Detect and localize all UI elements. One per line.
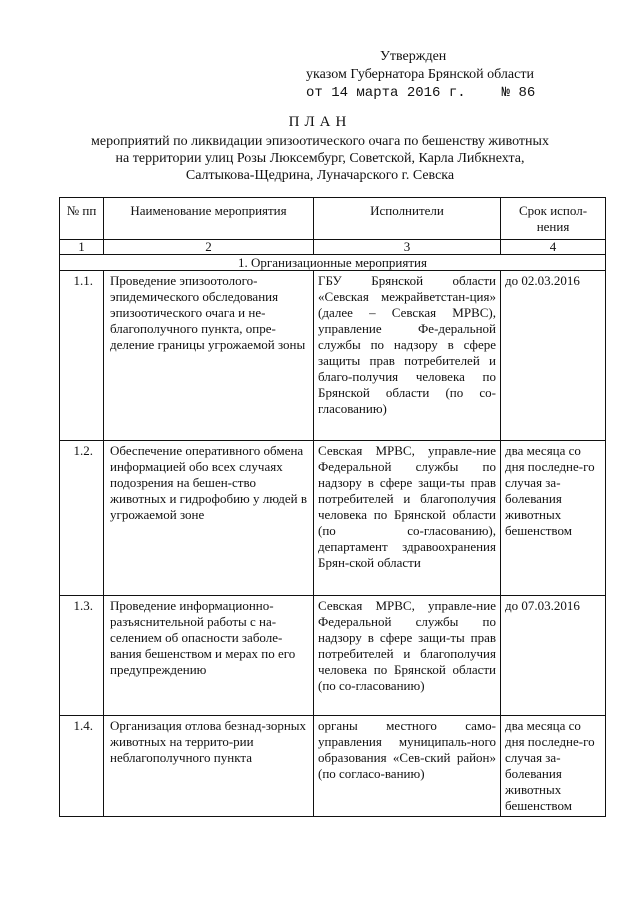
table-row (60, 271, 606, 441)
row-number: 1.4. (60, 716, 104, 817)
approval-number: № 86 (501, 85, 536, 101)
row-executors: Севская МРВС, управле-ние Федеральной службы по надзору в сфере защи-ты прав потребителей и благополучия человека по Брянской области (по со-гласованию) (314, 596, 501, 716)
row-executors: Севская МРВС, управле-ние Федеральной службы по надзору в сфере защи-ты прав потребителей и благополучия человека по Брянской области (по со-гласованию), департамент здравоохранения Брян-ской области (314, 441, 501, 596)
column-number: 4 (501, 240, 606, 255)
table-row (60, 596, 606, 716)
header-name: Наименование мероприятия (104, 198, 314, 240)
column-number: 2 (104, 240, 314, 255)
header-executors: Исполнители (314, 198, 501, 240)
header-number: № пп (60, 198, 104, 240)
row-deadline: до 02.03.2016 (501, 271, 606, 441)
approval-block (306, 48, 626, 102)
row-measure: Организация отлова безнад-зорных животных на террито-рии неблагополучного пункта (104, 716, 314, 817)
table-row (60, 441, 606, 596)
row-measure: Проведение информационно-разъяснительной работы с на-селением об опасности заболе-вания бешенством и мерах по его предупреждению (104, 596, 314, 716)
measures-table (59, 197, 606, 817)
column-number: 1 (60, 240, 104, 255)
approval-authority: указом Губернатора Брянской области (306, 67, 534, 82)
row-measure: Обеспечение оперативного обмена информацией обо всех случаях подозрения на бешен-ство животных и гидрофобию у людей в угрожаемой зоне (104, 441, 314, 596)
column-number-row (60, 240, 606, 255)
table-row (60, 716, 606, 817)
row-measure: Проведение эпизоотолого-эпидемического обследования эпизоотического очага и не-благополучного пункта, опре-деление границы угрожаемой зоны (104, 271, 314, 441)
header-deadline: Срок испол-нения (501, 198, 606, 240)
subtitle-line: Салтыкова-Щедрина, Луначарского г. Севска (185, 168, 455, 183)
subtitle-line: мероприятий по ликвидации эпизоотического очага по бешенству животных (91, 134, 549, 149)
row-number: 1.2. (60, 441, 104, 596)
row-number: 1.1. (60, 271, 104, 441)
row-deadline: до 07.03.2016 (501, 596, 606, 716)
section-title: 1. Организационные мероприятия (60, 255, 606, 271)
approval-date-line (306, 84, 626, 102)
section-row (60, 255, 606, 271)
column-number: 3 (314, 240, 501, 255)
row-deadline: два месяца со дня последне-го случая за-болевания животных бешенством (501, 441, 606, 596)
table-header-row (60, 198, 606, 240)
plan-title: ПЛАН (288, 114, 352, 130)
row-executors: ГБУ Брянской области «Севская межрайветстан-ция» (далее – Севская МРВС), управление Фе-деральной службы по надзору в сфере защиты прав потребителей и благо-получия человека по Брянской области (по со-гласованию) (314, 271, 501, 441)
row-executors: органы местного само-управления муниципаль-ного образования «Сев-ский район» (по согласо-ванию) (314, 716, 501, 817)
approval-date: от 14 марта 2016 г. (306, 85, 466, 101)
approval-title: Утвержден (380, 49, 447, 64)
row-deadline: два месяца со дня последне-го случая за-болевания животных бешенством (501, 716, 606, 817)
row-number: 1.3. (60, 596, 104, 716)
subtitle-line: на территории улиц Розы Люксембург, Советской, Карла Либкнехта, (115, 151, 525, 166)
plan-subtitle (70, 133, 570, 184)
